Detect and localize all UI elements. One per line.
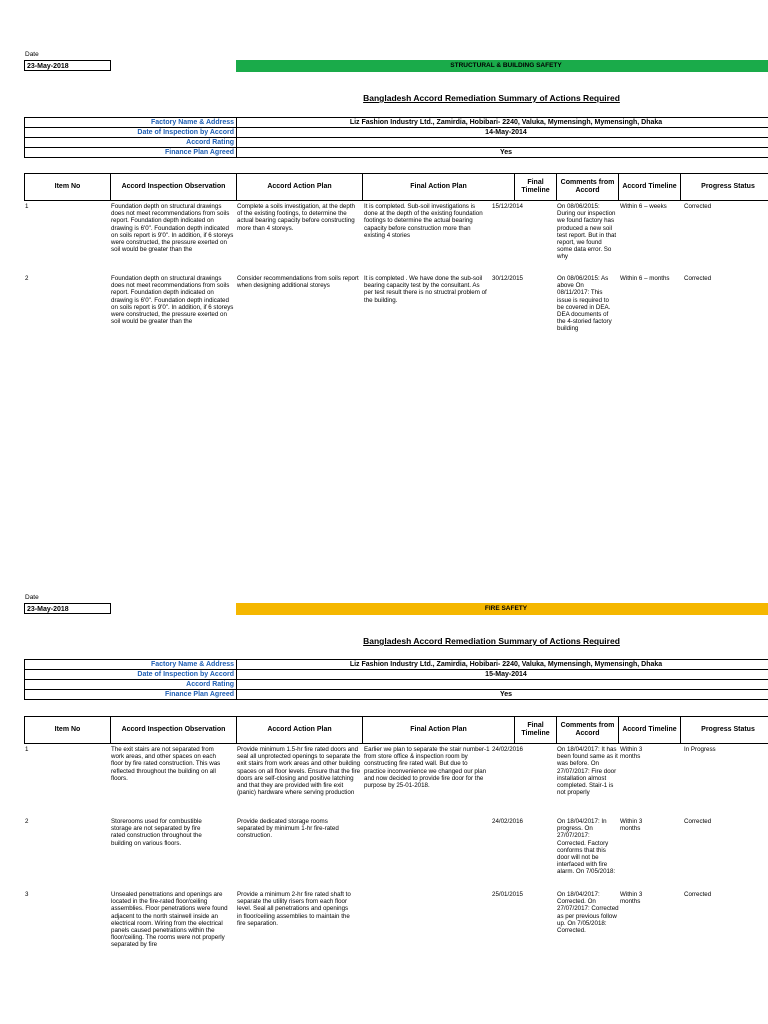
- date-value: 23-May-2018: [24, 60, 111, 71]
- cell-comments: On 18/04/2017: It has been found same as it was before. On 27/07/2017: Fire door installation almost completed. Stair-1 is not properly: [557, 746, 618, 797]
- cell-action-plan: Provide minimum 1.5-hr fire rated doors and seal all unprotected openings to separate the exit stairs from work areas and other building spaces on all floor levels. Ensure that the fire doors are self-closing and positive latching and that they are provided with fire exit (panic) hardware where serving production: [237, 746, 361, 797]
- header-accord-timeline: Accord Timeline: [619, 717, 681, 743]
- page-title: Bangladesh Accord Remediation Summary of Actions Required: [363, 93, 620, 103]
- header-item-no: Item No: [25, 717, 111, 743]
- header-observation: Accord Inspection Observation: [111, 717, 237, 743]
- info-row: [25, 660, 768, 670]
- header-action-plan: Accord Action Plan: [237, 174, 363, 200]
- factory-info-table: [24, 659, 768, 700]
- cell-accord-timeline: Within 3 months: [620, 746, 643, 761]
- info-label: Finance Plan Agreed: [25, 690, 237, 700]
- cell-item-no: 2: [25, 818, 29, 825]
- cell-item-no: 1: [25, 203, 29, 210]
- cell-action-plan: Provide dedicated storage rooms separated by minimum 1-hr fire-rated construction.: [237, 818, 339, 840]
- header-progress-status: Progress Status: [701, 726, 755, 733]
- section-banner: STRUCTURAL & BUILDING SAFETY: [236, 60, 768, 72]
- info-row: [25, 680, 768, 690]
- cell-final-plan: It is completed. Sub-soil investigations is done at the depth of the existing foundation footings to determine the actual bearing capacity before construction more than existing 4 stories: [364, 203, 483, 239]
- header-final-plan: Final Action Plan: [363, 717, 515, 743]
- info-value: [237, 680, 768, 690]
- date-label: Date: [25, 51, 39, 58]
- cell-final-timeline: 30/12/2015: [492, 275, 523, 282]
- info-row: [25, 138, 768, 148]
- cell-final-plan: It is completed . We have done the sub-soil bearing capacity test by the consultant. As per test result there is no structral problem of the building.: [364, 275, 487, 304]
- cell-final-timeline: 25/01/2015: [492, 891, 523, 898]
- info-value: Yes: [237, 690, 768, 700]
- page-title: Bangladesh Accord Remediation Summary of Actions Required: [363, 636, 620, 646]
- info-value: 15-May-2014: [237, 670, 768, 680]
- header-accord-timeline: Accord Timeline: [619, 174, 681, 200]
- info-value: [237, 138, 768, 148]
- cell-action-plan: Complete a soils investigation, at the depth of the existing footings, to determine the actual bearing capacity before constructing more than 4 storeys.: [237, 203, 355, 232]
- cell-final-timeline: 24/02/2016: [492, 746, 523, 753]
- table-row: [0, 203, 768, 273]
- header-comments: Comments from Accord: [557, 717, 619, 743]
- header-progress-status: Progress Status: [701, 183, 755, 190]
- section-banner: FIRE SAFETY: [236, 603, 768, 615]
- table-row: [0, 746, 768, 819]
- cell-accord-timeline: Within 3 months: [620, 891, 643, 906]
- header-comments: Comments from Accord: [557, 174, 619, 200]
- info-label: Finance Plan Agreed: [25, 148, 237, 158]
- cell-observation: Unsealed penetrations and openings are located in the fire-rated floor/ceiling assemblies. Floor penetrations were found adjacent to the north stairwell inside an electrical room. Wiring from the electrical panels caused penetrations within the floor/ceiling. The rooms were not properly separated by fire: [111, 891, 228, 949]
- info-value: 14-May-2014: [237, 128, 768, 138]
- header-final-timeline: Final Timeline: [515, 174, 557, 200]
- table-row: [0, 818, 768, 888]
- cell-observation: Foundation depth on structural drawings does not meet recommendations from soils report. Foundation depth indicated on drawing is 6'0". Foundation depth indicated on soils report is 9'0". In addition, if 6 storeys were constructed, the pressure exerted on soil would be greater than the: [111, 275, 234, 326]
- info-label: Date of Inspection by Accord: [25, 128, 237, 138]
- info-value: Liz Fashion Industry Ltd., Zamirdia, Hobibari- 2240, Valuka, Mymensingh, Mymensingh, Dhaka: [237, 118, 768, 128]
- date-label: Date: [25, 594, 39, 601]
- header-final-plan: Final Action Plan: [363, 174, 515, 200]
- cell-item-no: 3: [25, 891, 29, 898]
- actions-table-header: [24, 173, 768, 201]
- cell-progress-status: Corrected: [684, 891, 712, 898]
- cell-progress-status: Corrected: [684, 275, 712, 282]
- info-label: Date of Inspection by Accord: [25, 670, 237, 680]
- table-row: [0, 275, 768, 355]
- cell-observation: Storerooms used for combustible storage are not separated by fire rated construction throughout the building on various floors.: [111, 818, 202, 847]
- info-row: [25, 128, 768, 138]
- cell-observation: The exit stairs are not separated from work areas, and other spaces on each floor by fire rated construction. This was reflected throughout the building on all floors.: [111, 746, 221, 782]
- factory-info-table: [24, 117, 768, 158]
- cell-item-no: 1: [25, 746, 29, 753]
- info-row: [25, 670, 768, 680]
- info-label: Accord Rating: [25, 680, 237, 690]
- info-row: [25, 148, 768, 158]
- cell-accord-timeline: Within 6 – months: [620, 275, 670, 282]
- cell-final-timeline: 24/02/2016: [492, 818, 523, 825]
- cell-accord-timeline: Within 3 months: [620, 818, 643, 833]
- cell-comments: On 18/04/2017: In progress. On 27/07/2017: Corrected. Factory conforms that this door will not be interfaced with fire alarm. On 7/05/2018:: [557, 818, 616, 876]
- cell-comments: On 08/06/2015: During our inspection we found factory has produced a new soil test report. But in that report, we found some data error. So why: [557, 203, 617, 261]
- cell-progress-status: Corrected: [684, 203, 712, 210]
- cell-action-plan: Provide a minimum 2-hr fire rated shaft to separate the utility risers from each floor level. Seal all penetrations and openings in floor/ceiling assemblies to maintain the fire separation.: [237, 891, 351, 927]
- actions-table-header: [24, 716, 768, 744]
- cell-comments: On 18/04/2017: Corrected. On 27/07/2017: Corrected as per previous follow up. On 7/05/2018: Corrected.: [557, 891, 619, 935]
- header-observation: Accord Inspection Observation: [111, 174, 237, 200]
- info-label: Factory Name & Address: [25, 118, 237, 128]
- date-value: 23-May-2018: [24, 603, 111, 614]
- header-item-no: Item No: [25, 174, 111, 200]
- cell-comments: On 08/06/2015: As above On 08/11/2017: This issue is required to be covered in DEA. DEA documents of the 4-storied factory building: [557, 275, 612, 333]
- cell-action-plan: Consider recommendations from soils report when designing additional storeys: [237, 275, 359, 290]
- header-action-plan: Accord Action Plan: [237, 717, 363, 743]
- cell-accord-timeline: Within 6 – weeks: [620, 203, 667, 210]
- info-row: [25, 118, 768, 128]
- info-label: Accord Rating: [25, 138, 237, 148]
- header-final-timeline: Final Timeline: [515, 717, 557, 743]
- cell-progress-status: In Progress: [684, 746, 716, 753]
- cell-final-timeline: 15/12/2014: [492, 203, 523, 210]
- cell-item-no: 2: [25, 275, 29, 282]
- info-value: Liz Fashion Industry Ltd., Zamirdia, Hobibari- 2240, Valuka, Mymensingh, Mymensingh, Dhaka: [237, 660, 768, 670]
- cell-final-plan: Earlier we plan to separate the stair number-1 from store office & inspection room by constructing fire rated wall. But due to practice inconvenience we changed our plan and now decided to provide fire door for the purpose by 25-01-2018.: [364, 746, 490, 790]
- cell-progress-status: Corrected: [684, 818, 712, 825]
- cell-observation: Foundation depth on structural drawings does not meet recommendations from soils report. Foundation depth indicated on drawing is 6'0". Foundation depth indicated on soils report is 9'0". In addition, if 6 storeys were constructed, the pressure exerted on soil would be greater than the: [111, 203, 234, 254]
- info-row: [25, 690, 768, 700]
- info-value: Yes: [237, 148, 768, 158]
- info-label: Factory Name & Address: [25, 660, 237, 670]
- table-row: [0, 891, 768, 971]
